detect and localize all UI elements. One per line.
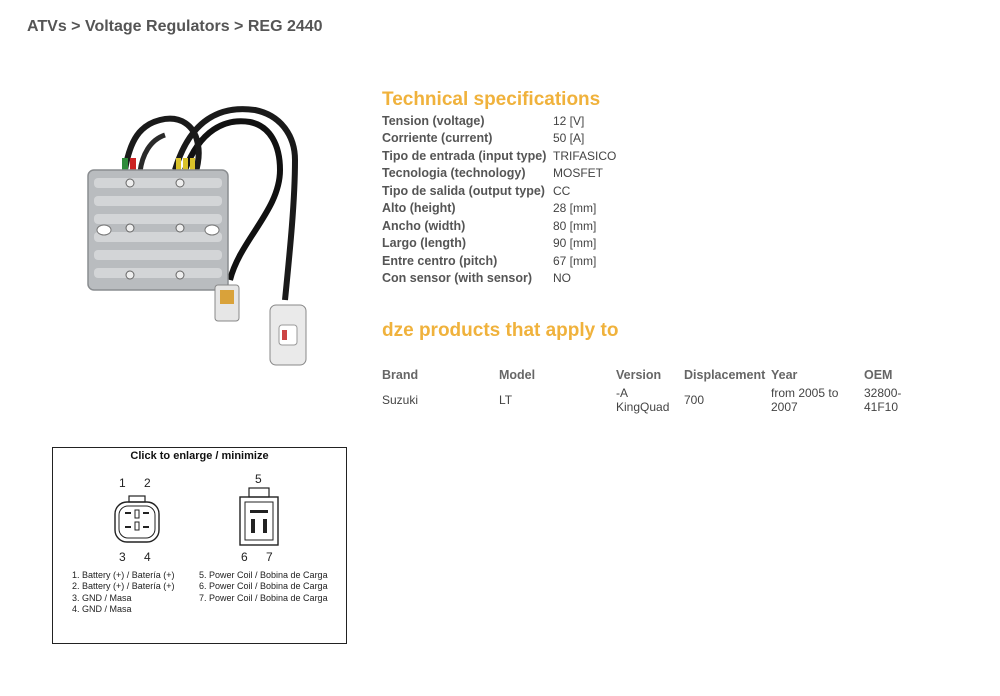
spec-value: 90 [mm] [553,236,597,251]
applications-header-row [380,366,911,384]
spec-label: Tension (voltage) [382,113,485,128]
spec-label: Corriente (current) [382,131,493,146]
pinout-legend-right [199,570,328,604]
spec-value: 67 [mm] [553,253,597,268]
pinout-legend-left [72,570,175,615]
specs-title: Technical specifications [382,89,601,110]
spec-row [380,147,618,165]
cell-oem: 32800-41F10 [864,386,902,414]
spec-value: NO [553,271,571,286]
column-header-year: Year [771,368,798,382]
breadcrumb [27,18,323,36]
legend-item: 2. Battery (+) / Batería (+) [72,581,175,592]
pin-number: 2 [144,476,151,490]
spec-label: Con sensor (with sensor) [382,271,533,286]
breadcrumb-link-atvs[interactable]: ATVs [27,18,67,35]
breadcrumb-separator: > [234,18,244,35]
cell-model: LT [499,393,513,407]
column-header-brand: Brand [382,368,419,382]
table-row [380,384,911,416]
spec-value: MOSFET [553,166,603,181]
legend-item: 5. Power Coil / Bobina de Carga [199,570,328,580]
column-header-model: Model [499,368,536,382]
spec-row [380,165,618,183]
connector-3pin-icon [236,486,282,548]
breadcrumb-current: REG 2440 [247,18,323,35]
spec-row [380,112,618,130]
spec-label: Ancho (width) [382,218,466,233]
pin-number: 4 [144,550,151,564]
column-header-oem: OEM [864,368,893,382]
pin-number: 6 [241,550,248,564]
specs-table [380,112,618,287]
spec-value: 28 [mm] [553,201,597,216]
product-image [80,100,340,370]
spec-label: Tecnologia (technology) [382,166,526,181]
column-header-displacement: Displacement [684,368,766,382]
spec-row [380,217,618,235]
connector-4pin-icon [111,494,163,546]
pin-number: 1 [119,476,126,490]
spec-label: Entre centro (pitch) [382,253,498,268]
spec-value: CC [553,183,571,198]
legend-item: 6. Power Coil / Bobina de Carga [199,581,328,592]
spec-row [380,270,618,288]
voltage-regulator-photo [80,100,340,370]
cell-displacement: 700 [684,393,705,407]
spec-value: TRIFASICO [553,148,617,163]
pinout-caption[interactable]: Click to enlarge / minimize [130,450,269,462]
legend-item: 1. Battery (+) / Batería (+) [72,570,175,580]
legend-item: 3. GND / Masa [72,592,132,603]
spec-value: 50 [A] [553,131,585,146]
legend-item: 4. GND / Masa [72,603,132,614]
spec-label: Tipo de salida (output type) [382,183,545,198]
breadcrumb-link-voltage-regulators[interactable]: Voltage Regulators [84,18,230,35]
spec-row [380,235,618,253]
spec-row [380,252,618,270]
spec-label: Alto (height) [382,201,456,216]
spec-row [380,200,618,218]
legend-item: 7. Power Coil / Bobina de Carga [199,592,328,603]
spec-label: Tipo de entrada (input type) [382,148,547,163]
column-header-version: Version [616,368,662,382]
spec-row [380,130,618,148]
breadcrumb-separator: > [71,18,81,35]
pin-number: 3 [119,550,126,564]
pinout-diagram[interactable] [52,447,347,644]
spec-row [380,182,618,200]
cell-brand: Suzuki [382,393,419,407]
applications-table [380,366,911,416]
applications-title: dze products that apply to [382,320,619,341]
pin-number: 5 [255,472,262,486]
spec-value: 12 [V] [553,113,585,128]
cell-version: -A KingQuad [616,386,670,414]
spec-label: Largo (length) [382,236,467,251]
cell-year: from 2005 to 2007 [771,386,839,414]
spec-value: 80 [mm] [553,218,597,233]
pin-number: 7 [266,550,273,564]
